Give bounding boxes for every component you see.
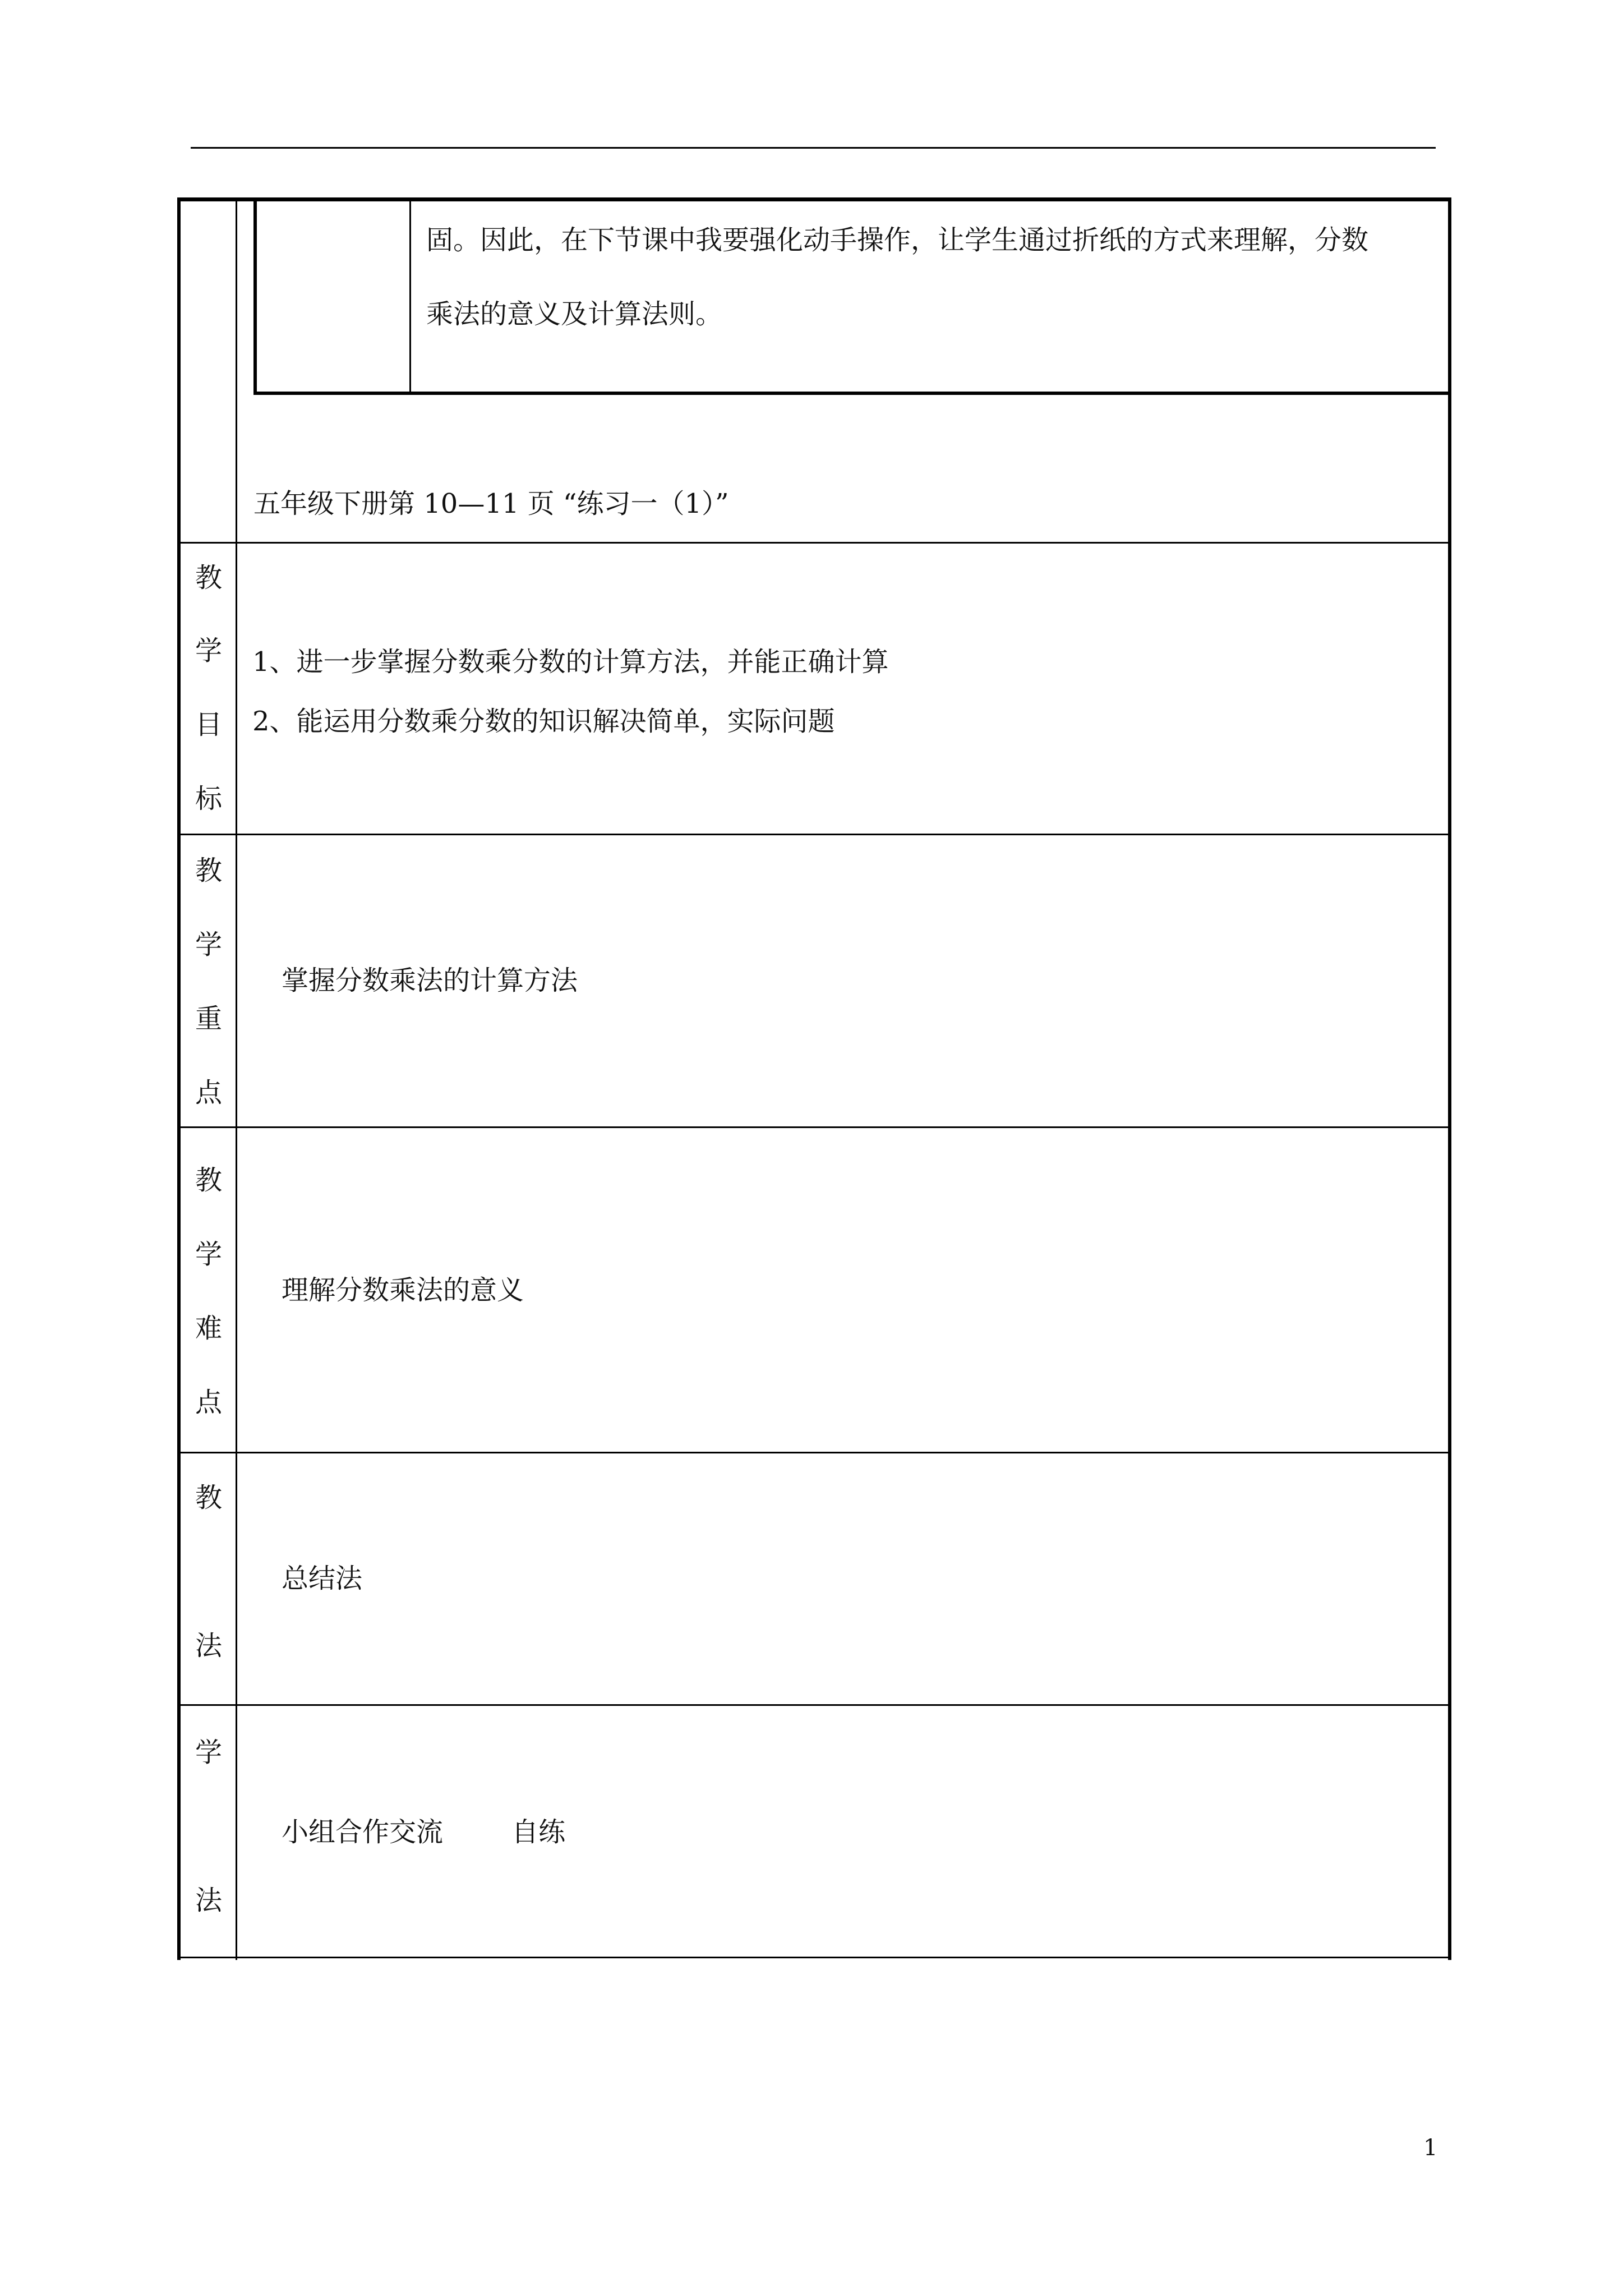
inner-table-left	[253, 197, 257, 395]
reflection-line-1: 固。因此，在下节课中我要强化动手操作，让学生通过折纸的方式来理解，分数	[426, 224, 1369, 256]
row-label-char: 标	[195, 783, 222, 815]
inner-table-divider	[409, 197, 411, 394]
lesson-title: 五年级下册第 10—11 页 “练习一（1）”	[253, 488, 729, 519]
row-label-char: 教	[195, 1165, 222, 1196]
table-border-top	[177, 197, 1451, 201]
row-separator	[177, 1704, 1451, 1706]
learning-method-text: 小组合作交流 自练	[282, 1816, 566, 1848]
row-separator	[177, 834, 1451, 835]
objective-line-1: 1、进一步掌握分数乘分数的计算方法，并能正确计算	[252, 646, 889, 678]
page-number: 1	[1423, 2135, 1438, 2161]
row-label-char: 学	[195, 1239, 222, 1270]
inner-table-bottom	[253, 392, 1451, 395]
row-label-char: 点	[195, 1077, 222, 1108]
row-label-char: 学	[195, 929, 222, 960]
table-border-left	[177, 197, 181, 1960]
row-label-char: 难	[195, 1313, 222, 1344]
row-label-char: 法	[195, 1630, 222, 1662]
row-label-char: 学	[195, 1737, 222, 1768]
table-border-bottom	[177, 1957, 1451, 1958]
row-separator	[177, 1452, 1451, 1453]
row-label-char: 教	[195, 1482, 222, 1513]
table-border-right	[1448, 197, 1451, 1960]
difficulty-text: 理解分数乘法的意义	[282, 1274, 524, 1306]
row-label-char: 学	[195, 635, 222, 666]
row-separator	[177, 1126, 1451, 1128]
row-label-char: 教	[195, 855, 222, 886]
objective-line-2: 2、能运用分数乘分数的知识解决简单，实际问题	[252, 706, 835, 737]
row-label-char: 目	[195, 709, 222, 740]
key-point-text: 掌握分数乘法的计算方法	[282, 965, 578, 996]
row-label-char: 点	[195, 1387, 222, 1418]
row-separator	[177, 542, 1451, 544]
teaching-method-text: 总结法	[282, 1563, 363, 1594]
row-label-char: 重	[195, 1003, 222, 1034]
label-column-divider	[236, 197, 237, 1960]
header-rule	[191, 147, 1436, 149]
row-label-char: 法	[195, 1885, 222, 1916]
row-label-char: 教	[195, 562, 222, 593]
reflection-line-2: 乘法的意义及计算法则。	[426, 298, 723, 330]
